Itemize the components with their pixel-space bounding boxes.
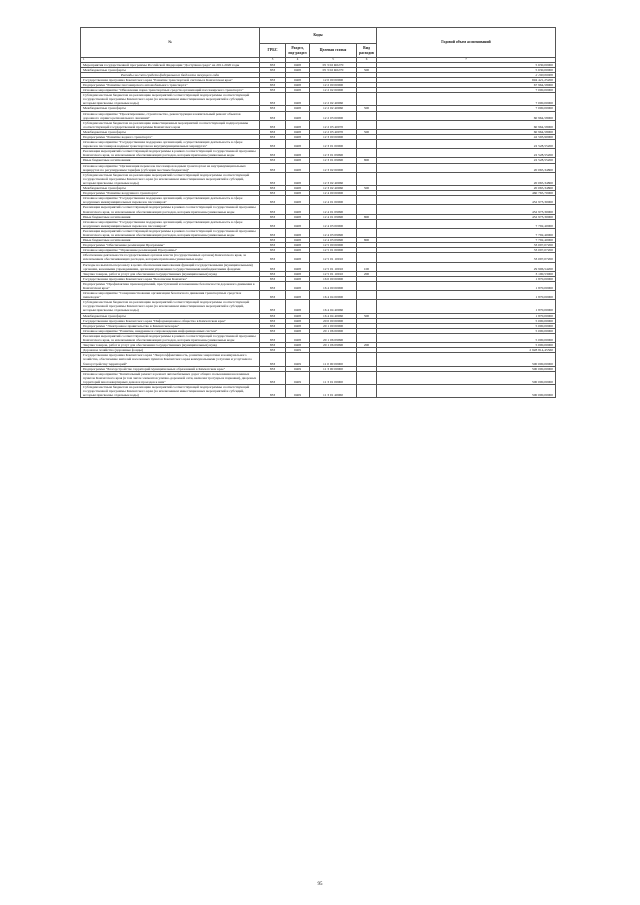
grbs-code: 833 xyxy=(260,228,286,237)
grbs-code: 833 xyxy=(260,262,286,271)
annual-amount: 60 964,58000 xyxy=(377,111,556,120)
table-header xyxy=(81,28,556,63)
annual-amount: 20 065,34800 xyxy=(377,172,556,185)
section-code: 0408 xyxy=(286,111,310,120)
table-row xyxy=(81,384,556,397)
target-article-code: 12 3 00 00000 xyxy=(310,135,357,140)
table-row xyxy=(81,228,556,237)
expense-type-code: 500 xyxy=(357,186,377,191)
item-name: Реализация мероприятий соответствующей подпрограммы в рамках соответствующей государственной программы Камчатского края, за исключением обеспечивающих расходов, которым присвоены уникальные коды xyxy=(81,205,260,214)
target-article-code: 05 3 02 R0270 xyxy=(310,67,357,72)
section-code: 0408 xyxy=(286,248,310,253)
table-row xyxy=(81,253,556,262)
annual-amount: 5 000,00000 xyxy=(377,318,556,323)
item-name: Подпрограмма "Обеспечение реализации Программы" xyxy=(81,243,260,248)
expense-type-code xyxy=(357,253,377,262)
grbs-code: 833 xyxy=(260,186,286,191)
item-name: Основное мероприятие "Организация перевозок пассажиров водным транспортом на внутримуниципальных маршрутах по регулируемым тарифам (субсидии местным бюджетам)" xyxy=(81,163,260,172)
section-code: 0408 xyxy=(286,172,310,185)
column-number: 4 xyxy=(286,58,310,63)
grbs-code: 833 xyxy=(260,135,286,140)
target-article-code: 11 0 00 00000 xyxy=(310,353,357,366)
section-code: 0408 xyxy=(286,343,310,348)
annual-amount: 33 097,07200 xyxy=(377,253,556,262)
grbs-code: 833 xyxy=(260,243,286,248)
grbs-code: 833 xyxy=(260,88,286,93)
section-code: 0408 xyxy=(286,313,310,318)
grbs-code: 833 xyxy=(260,253,286,262)
table-row xyxy=(81,140,556,149)
item-name: Подпрограмма "Профилактика правонарушений, преступлений и повышение безопасности дорожного движения в Камчатском крае" xyxy=(81,281,260,290)
annual-amount: 5 000,00000 xyxy=(377,323,556,328)
table-row xyxy=(81,371,556,384)
annual-amount: 452 973,30000 xyxy=(377,214,556,219)
grbs-code: 833 xyxy=(260,67,286,72)
grbs-code: 833 xyxy=(260,172,286,185)
target-article-code: 12 2 02 00000 xyxy=(310,88,357,93)
annual-amount: 5 000,00000 xyxy=(377,343,556,348)
grbs-code: 833 xyxy=(260,291,286,300)
grbs-code: 833 xyxy=(260,120,286,129)
section-code: 0408 xyxy=(286,186,310,191)
section-code: 0408 xyxy=(286,253,310,262)
annual-amount: 7 792,40000 xyxy=(377,238,556,243)
target-article-code: 11 3 00 00000 xyxy=(310,366,357,371)
table-row xyxy=(81,219,556,228)
table-row xyxy=(81,353,556,366)
annual-amount: 33 097,07200 xyxy=(377,248,556,253)
expense-type-code xyxy=(357,120,377,129)
item-name: Основное мероприятие "Капитальный ремонт и ремонт автомобильных дорог общего пользования населенных пунктов Камчатского края (в том числе элементов улично-дорожной сети, включая тротуары и парковки), дворовых территорий многоквартирных домов и проездов к ним" xyxy=(81,371,260,384)
annual-amount: 60 964,58000 xyxy=(377,129,556,134)
annual-amount: 2 928 814,45560 xyxy=(377,348,556,353)
header-total: Годовой объем ассигнований xyxy=(377,28,556,58)
header-expense-type: Вид расходов xyxy=(357,44,377,58)
grbs-code: 833 xyxy=(260,158,286,163)
table-row xyxy=(81,281,556,290)
table-row xyxy=(81,300,556,313)
item-name: Основное мероприятие "Государственная поддержка организаций, осуществляющих деятельность в сфере воздушных межмуниципальных перевозок пассажиров" xyxy=(81,196,260,205)
target-article-code: 16 4 00 00000 xyxy=(310,281,357,290)
column-number: 5 xyxy=(310,58,357,63)
item-name: Межбюджетные трансферты xyxy=(81,186,260,191)
annual-amount: 460 765,70000 xyxy=(377,191,556,196)
item-name: Межбюджетные трансферты xyxy=(81,313,260,318)
grbs-code: 833 xyxy=(260,333,286,342)
item-name: Межбюджетные трансферты xyxy=(81,106,260,111)
item-name: Иные бюджетные ассигнования xyxy=(81,238,260,243)
annual-amount: 1 870,00000 xyxy=(377,276,556,281)
target-article-code: 12 3 01 09990 xyxy=(310,158,357,163)
grbs-code: 833 xyxy=(260,343,286,348)
target-article-code: 11 3 01 40060 xyxy=(310,384,357,397)
grbs-code: 833 xyxy=(260,276,286,281)
grbs-code: 833 xyxy=(260,82,286,87)
page-number: 95 xyxy=(317,882,323,887)
table-row xyxy=(81,205,556,214)
expense-type-code xyxy=(357,384,377,397)
grbs-code: 833 xyxy=(260,163,286,172)
annual-amount: 694 421,25200 xyxy=(377,77,556,82)
section-code: 0408 xyxy=(286,67,310,72)
expense-type-code: 200 xyxy=(357,271,377,276)
expense-type-code xyxy=(357,353,377,366)
expense-type-code: 500 xyxy=(357,67,377,72)
target-article-code: 12 5 00 00000 xyxy=(310,243,357,248)
section-code: 0408 xyxy=(286,281,310,290)
item-name: Расходы за счет средств федерального бюджета текущего года xyxy=(81,72,260,77)
target-article-code: 16 0 00 00000 xyxy=(310,276,357,281)
item-name: Основное мероприятие "Государственная поддержка организаций, осуществляющих деятельность в сфере перевозок пассажиров водным транспортом на внутримуниципальных маршрутах" xyxy=(81,140,260,149)
table-row xyxy=(81,149,556,158)
item-name: Субсидии местным бюджетам на реализацию мероприятий соответствующей подпрограммы соответствующей государственной программы Камчатского края (за исключением инвестиционных мероприятий и субсидий, которым присвоены отдельные коды) xyxy=(81,93,260,106)
expense-type-code xyxy=(357,149,377,158)
grbs-code: 833 xyxy=(260,366,286,371)
expense-type-code xyxy=(357,333,377,342)
annual-amount: 452 973,30000 xyxy=(377,205,556,214)
target-article-code: 12 2 03 00000 xyxy=(310,111,357,120)
grbs-code: 833 xyxy=(260,62,286,67)
annual-amount: 7 000,00000 xyxy=(377,88,556,93)
grbs-code: 833 xyxy=(260,353,286,366)
section-code: 0408 xyxy=(286,328,310,333)
expense-type-code xyxy=(357,111,377,120)
target-article-code: 12 4 01 00000 xyxy=(310,196,357,205)
item-name: Подпрограмма "Развитие водного транспорта" xyxy=(81,135,260,140)
item-name: Государственная программа Камчатского края "Развитие транспортной системы в Камчатском крае" xyxy=(81,77,260,82)
expense-type-code: 500 xyxy=(357,129,377,134)
target-article-code: 12 5 01 10010 xyxy=(310,253,357,262)
annual-amount: 452 973,30000 xyxy=(377,196,556,205)
grbs-code: 833 xyxy=(260,313,286,318)
grbs-code: 833 xyxy=(260,281,286,290)
annual-amount: 1 870,00000 xyxy=(377,291,556,300)
target-article-code: 12 5 01 10010 xyxy=(310,271,357,276)
target-article-code: 12 2 02 40060 xyxy=(310,106,357,111)
grbs-code: 833 xyxy=(260,214,286,219)
item-name: Основное мероприятие "Обновление парка транспортных средств организаций пассажирского транспорта" xyxy=(81,88,260,93)
section-code: 0408 xyxy=(286,135,310,140)
item-name: Подпрограмма "Благоустройство территорий муниципальных образований в Камчатском крае" xyxy=(81,366,260,371)
expense-type-code xyxy=(357,291,377,300)
item-name: Государственная программа Камчатского края "Безопасная Камчатка" xyxy=(81,276,260,281)
section-code: 0408 xyxy=(286,120,310,129)
grbs-code: 833 xyxy=(260,318,286,323)
annual-amount: 500 000,00000 xyxy=(377,384,556,397)
item-name: Субсидии местным бюджетам на реализацию мероприятий соответствующей подпрограммы соответствующей государственной программы Камчатского края (за исключением инвестиционных мероприятий и субсидий, которым присвоены отдельные коды) xyxy=(81,300,260,313)
target-article-code: 12 4 03 09990 xyxy=(310,228,357,237)
section-code: 0408 xyxy=(286,62,310,67)
section-code: 0408 xyxy=(286,149,310,158)
section-code: 0408 xyxy=(286,191,310,196)
section-code: 0408 xyxy=(286,88,310,93)
target-article-code: 12 0 00 00000 xyxy=(310,77,357,82)
target-article-code: 12 4 01 09990 xyxy=(310,205,357,214)
item-name: Основное мероприятие "Государственная поддержка организаций, осуществляющих деятельность в сфере воздушных межмуниципальных перевозок пассажиров" xyxy=(81,219,260,228)
grbs-code: 833 xyxy=(260,129,286,134)
section-code: 0408 xyxy=(286,163,310,172)
section-code: 0408 xyxy=(286,158,310,163)
section-code: 0408 xyxy=(286,219,310,228)
table-row xyxy=(81,172,556,185)
grbs-code: 833 xyxy=(260,271,286,276)
section-code: 0408 xyxy=(286,291,310,300)
section-code: 0408 xyxy=(286,228,310,237)
table-row xyxy=(81,163,556,172)
expense-type-code: 500 xyxy=(357,313,377,318)
item-name: Реализация мероприятий соответствующей подпрограммы в рамках соответствующей государственной программы Камчатского края, за исключением обеспечивающих расходов, которым присвоены уникальные коды xyxy=(81,333,260,342)
grbs-code: 833 xyxy=(260,149,286,158)
grbs-code: 833 xyxy=(260,106,286,111)
target-article-code: 20 0 00 00000 xyxy=(310,318,357,323)
grbs-code: 833 xyxy=(260,371,286,384)
section-code: 0409 xyxy=(286,366,310,371)
section-code: 0408 xyxy=(286,140,310,149)
grbs-code: 833 xyxy=(260,328,286,333)
header-num: № xyxy=(81,28,260,58)
target-article-code: 12 4 03 09990 xyxy=(310,238,357,243)
annual-amount: 60 964,58000 xyxy=(377,120,556,129)
target-article-code: 11 3 01 00000 xyxy=(310,371,357,384)
section-code: 0409 xyxy=(286,348,310,353)
table-row xyxy=(81,93,556,106)
header-razdel: Раздел, под-раздел xyxy=(286,44,310,58)
section-code: 0408 xyxy=(286,333,310,342)
grbs-code: 833 xyxy=(260,323,286,328)
target-article-code: 12 4 00 00000 xyxy=(310,191,357,196)
item-name: Основное мероприятие "Совершенствование организации безопасного движения транспортных средств и пешеходов" xyxy=(81,291,260,300)
target-article-code: 12 4 03 00000 xyxy=(310,219,357,228)
grbs-code: 833 xyxy=(260,300,286,313)
item-name: Дорожное хозяйство (дорожные фонды) xyxy=(81,348,260,353)
annual-amount: 5 630,00000 xyxy=(377,62,556,67)
annual-amount: 5 000,00000 xyxy=(377,328,556,333)
grbs-code: 833 xyxy=(260,238,286,243)
item-name: Субсидии местным бюджетам на реализацию мероприятий соответствующей подпрограммы соответствующей государственной программы Камчатского края (за исключением инвестиционных мероприятий и субсидий, которым присвоены отдельные коды) xyxy=(81,384,260,397)
annual-amount: 1 870,00000 xyxy=(377,281,556,290)
table-body xyxy=(81,62,556,398)
item-name: Закупка товаров, работ и услуг для обеспечения государственных (муниципальных) нужд xyxy=(81,343,260,348)
item-name: Подпрограмма "Развитие воздушного транспорта" xyxy=(81,191,260,196)
annual-amount: 1 870,00000 xyxy=(377,313,556,318)
item-name: Мероприятия государственной программы Российской Федерации "Доступная среда" на 2011-2020 годы xyxy=(81,62,260,67)
item-name: Реализация мероприятий соответствующей подпрограммы в рамках соответствующей государственной программы Камчатского края, за исключением обеспечивающих расходов, которым присвоены уникальные коды xyxy=(81,149,260,158)
grbs-code: 833 xyxy=(260,93,286,106)
section-code: 0408 xyxy=(286,82,310,87)
expense-type-code xyxy=(357,219,377,228)
column-number: 6 xyxy=(357,58,377,63)
expense-type-code: 800 xyxy=(357,238,377,243)
target-article-code: 12 2 02 40060 xyxy=(310,93,357,106)
annual-amount: 20 065,34800 xyxy=(377,163,556,172)
section-code: 0408 xyxy=(286,300,310,313)
item-name: Расходы на выплаты персоналу в целях обеспечения выполнения функций государственными (муниципальными) органами, казенными учреждениями, органами управления государственными внебюджетными фондами xyxy=(81,262,260,271)
expense-type-code xyxy=(357,93,377,106)
expense-type-code: 500 xyxy=(357,106,377,111)
item-name: Межбюджетные трансферты xyxy=(81,129,260,134)
table-row xyxy=(81,262,556,271)
budget-table xyxy=(80,27,556,398)
annual-amount: 5 000,00000 xyxy=(377,333,556,342)
column-number: 1 xyxy=(81,58,260,63)
section-code: 0408 xyxy=(286,205,310,214)
expense-type-code xyxy=(357,140,377,149)
target-article-code: 12 2 03 40070 xyxy=(310,129,357,134)
annual-amount: 500 000,00000 xyxy=(377,353,556,366)
target-article-code: 16 4 04 40060 xyxy=(310,300,357,313)
target-article-code: 12 3 01 09990 xyxy=(310,149,357,158)
target-article-code: 20 1 00 00000 xyxy=(310,323,357,328)
target-article-code: 12 5 01 00000 xyxy=(310,248,357,253)
section-code: 0408 xyxy=(286,243,310,248)
target-article-code: 20 1 06 00000 xyxy=(310,328,357,333)
item-name: Основное мероприятие "Развитие, внедрение и сопровождение информационных систем" xyxy=(81,328,260,333)
table-row xyxy=(81,291,556,300)
table-row xyxy=(81,196,556,205)
target-article-code: 12 4 01 09990 xyxy=(310,214,357,219)
annual-amount: 33 097,07200 xyxy=(377,243,556,248)
item-name: Государственная программа Камчатского края "Энергоэффективность, развитие энергетики и коммунального хозяйства, обеспечение жителей населенных пунктов Камчатского края коммунальными услугами и услугами по благоустройству территорий" xyxy=(81,353,260,366)
section-code: 0408 xyxy=(286,77,310,82)
expense-type-code xyxy=(357,172,377,185)
item-name: Закупка товаров, работ и услуг для обеспечения государственных (муниципальных) нужд xyxy=(81,271,260,276)
section-code: 0408 xyxy=(286,271,310,276)
expense-type-code: 100 xyxy=(357,262,377,271)
target-article-code: 16 4 04 40060 xyxy=(310,313,357,318)
annual-amount: 2 100,00000 xyxy=(377,72,556,77)
annual-amount: 7 792,40000 xyxy=(377,219,556,228)
annual-amount: 500 000,00000 xyxy=(377,371,556,384)
expense-type-code xyxy=(357,300,377,313)
section-code: 0408 xyxy=(286,106,310,111)
grbs-code: 833 xyxy=(260,111,286,120)
table-row xyxy=(81,120,556,129)
section-code: 0408 xyxy=(286,93,310,106)
expense-type-code: 200 xyxy=(357,343,377,348)
grbs-code: 833 xyxy=(260,384,286,397)
item-name: Межбюджетные трансферты xyxy=(81,67,260,72)
section-code: 0408 xyxy=(286,238,310,243)
annual-amount: 42 593,90000 xyxy=(377,135,556,140)
annual-amount: 67 964,58000 xyxy=(377,82,556,87)
target-article-code: 20 1 06 09990 xyxy=(310,333,357,342)
grbs-code: 833 xyxy=(260,196,286,205)
table-row xyxy=(81,111,556,120)
target-article-code: 12 2 03 40070 xyxy=(310,120,357,129)
grbs-code: 833 xyxy=(260,219,286,228)
section-code: 0408 xyxy=(286,323,310,328)
section-code: 0408 xyxy=(286,214,310,219)
target-article-code: 12 2 00 00000 xyxy=(310,82,357,87)
section-code: 0408 xyxy=(286,262,310,271)
item-name: Реализация мероприятий соответствующей подпрограммы в рамках соответствующей государственной программы Камчатского края, за исключением обеспечивающих расходов, которым присвоены уникальные коды xyxy=(81,228,260,237)
section-code: 0408 xyxy=(286,129,310,134)
section-code: 0408 xyxy=(286,318,310,323)
annual-amount: 20 065,34800 xyxy=(377,186,556,191)
budget-document xyxy=(80,27,555,398)
item-name: Обеспечение деятельности государственных органов власти (государственных органов) Камчатского края, за исключением обеспечивающих расходов, которым присвоены уникальные коды xyxy=(81,253,260,262)
item-name: Иные бюджетные ассигнования xyxy=(81,214,260,219)
target-article-code: 12 3 01 00000 xyxy=(310,140,357,149)
section-code: 0409 xyxy=(286,371,310,384)
item-name: Основное мероприятие "Управление реализацией Программы" xyxy=(81,248,260,253)
annual-amount: 3 190,53000 xyxy=(377,271,556,276)
expense-type-code xyxy=(357,163,377,172)
target-article-code: 12 5 01 10010 xyxy=(310,262,357,271)
expense-type-code xyxy=(357,196,377,205)
section-code: 0409 xyxy=(286,384,310,397)
annual-amount: 5 630,00000 xyxy=(377,67,556,72)
section-code: 0408 xyxy=(286,196,310,205)
expense-type-code xyxy=(357,371,377,384)
item-name: Иные бюджетные ассигнования xyxy=(81,158,260,163)
item-name: Подпрограмма "Развитие пассажирского автомобильного транспорта" xyxy=(81,82,260,87)
section-code: 0409 xyxy=(286,353,310,366)
target-article-code: 05 3 02 R0270 xyxy=(310,62,357,67)
expense-type-code xyxy=(357,205,377,214)
target-article-code: 12 3 02 40060 xyxy=(310,186,357,191)
item-name: Субсидии местным бюджетам на реализацию инвестиционных мероприятий соответствующей подпрограммы соответствующей государственной программы Камчатского края xyxy=(81,120,260,129)
grbs-code: 833 xyxy=(260,348,286,353)
item-name: Субсидии местным бюджетам на реализацию мероприятий соответствующей подпрограммы соответствующей государственной программы Камчатского края (за исключением инвестиционных мероприятий и субсидий, которым присвоены отдельные коды) xyxy=(81,172,260,185)
annual-amount: 1 870,00000 xyxy=(377,300,556,313)
grbs-code: 833 xyxy=(260,77,286,82)
annual-amount: 7 000,00000 xyxy=(377,106,556,111)
annual-amount: 22 528,55200 xyxy=(377,149,556,158)
grbs-code: 833 xyxy=(260,205,286,214)
table-row xyxy=(81,333,556,342)
annual-amount: 7 792,40000 xyxy=(377,228,556,237)
expense-type-code: 800 xyxy=(357,158,377,163)
target-article-code: 12 3 02 40060 xyxy=(310,172,357,185)
header-codes: Коды xyxy=(260,28,377,44)
grbs-code: 833 xyxy=(260,248,286,253)
grbs-code: 833 xyxy=(260,140,286,149)
header-grbs: ГРБС xyxy=(260,44,286,58)
target-article-code: 16 4 04 00000 xyxy=(310,291,357,300)
annual-amount: 22 528,55200 xyxy=(377,140,556,149)
target-article-code: 12 3 02 00000 xyxy=(310,163,357,172)
item-name: Подпрограмма "Электронное правительство в Камчатском крае" xyxy=(81,323,260,328)
item-name: Государственная программа Камчатского края "Информационное общество в Камчатском крае" xyxy=(81,318,260,323)
target-article-code: 20 1 06 09990 xyxy=(310,343,357,348)
column-number: 7 xyxy=(377,58,556,63)
header-target-article: Целевая статья xyxy=(310,44,357,58)
expense-type-code xyxy=(357,281,377,290)
item-name: Основное мероприятие "Проектирование, строительство, реконструкция и капитальный ремонт объектов дорожного сервиса регионального значения" xyxy=(81,111,260,120)
annual-amount: 7 000,00000 xyxy=(377,93,556,106)
column-number: 3 xyxy=(260,58,286,63)
annual-amount: 29 906,54200 xyxy=(377,262,556,271)
annual-amount: 22 528,55200 xyxy=(377,158,556,163)
grbs-code: 833 xyxy=(260,191,286,196)
expense-type-code xyxy=(357,228,377,237)
annual-amount: 500 000,00000 xyxy=(377,366,556,371)
section-code: 0408 xyxy=(286,276,310,281)
expense-type-code: 800 xyxy=(357,214,377,219)
